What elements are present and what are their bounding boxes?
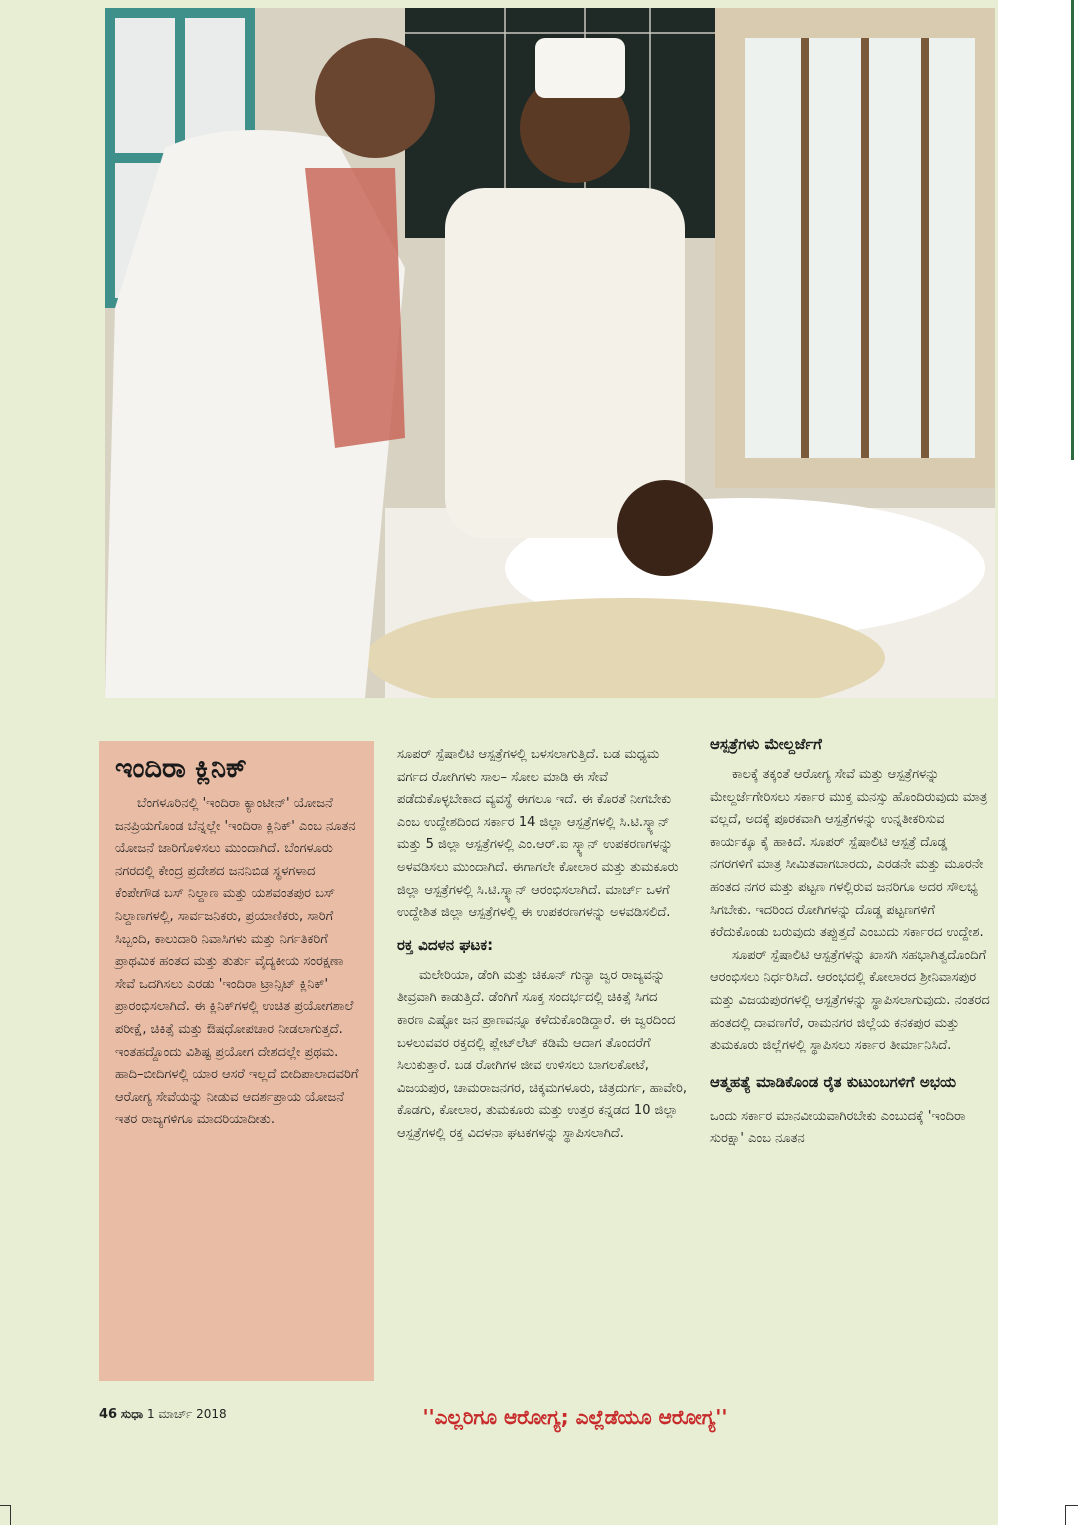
column-3-paragraph-3: ಒಂದು ಸರ್ಕಾರ ಮಾನವೀಯವಾಗಿರಬೇಕು ಎಂಬುದಕ್ಕೆ 'ಇಂದಿರಾ ಸುರಕ್ಷಾ' ಎಂಬ ನೂತನ [710, 1108, 966, 1147]
indira-clinic-sidebar [99, 741, 374, 1381]
crop-mark [1065, 1505, 1066, 1525]
page-folio [99, 1407, 227, 1422]
column-3-paragraph-1: ಕಾಲಕ್ಕೆ ತಕ್ಕಂತೆ ಆರೋಗ್ಯ ಸೇವೆ ಮತ್ತು ಆಸ್ಪತ್ರೆಗಳನ್ನು ಮೇಲ್ದರ್ಜೆಗೇರಿಸಲು ಸರ್ಕಾರ ಮುಕ್ತ ಮನಸ್ಸು ಹೊಂದಿರುವುದು ಮಾತ್ರ ವಲ್ಲದೆ, ಅದಕ್ಕೆ ಪೂರಕವಾಗಿ ಆಸ್ಪತ್ರೆಗಳನ್ನು ಉನ್ನತೀಕರಿಸುವ ಕಾರ್ಯಕ್ಕೂ ಕೈ ಹಾಕಿದೆ. ಸೂಪರ್ ಸ್ಪೆಷಾಲಿಟಿ ಆಸ್ಪತ್ರೆ ದೊಡ್ಡ ನಗರಗಳಿಗೆ ಮಾತ್ರ ಸೀಮಿತವಾಗಬಾರದು, ಎರಡನೇ ಮತ್ತು ಮೂರನೇ ಹಂತದ ನಗರ ಮತ್ತು ಪಟ್ಟಣ ಗಳಲ್ಲಿರುವ ಜನರಿಗೂ ಅದರ ಸೌಲಭ್ಯ ಸಿಗಬೇಕು. ಇದರಿಂದ ರೋಗಿಗಳನ್ನು ದೊಡ್ಡ ಪಟ್ಟಣಗಳಿಗೆ ಕರೆದುಕೊಂಡು ಬರುವುದು ತಪ್ಪುತ್ತದೆ ಎಂಬುದು ಸರ್ಕಾರದ ಉದ್ದೇಶ. [710, 767, 988, 941]
farmer-families-heading: ಆತ್ಮಹತ್ಯೆ ಮಾಡಿಕೊಂಡ ರೈತ ಕುಟುಂಬಗಳಿಗೆ ಅಭಯ [710, 1072, 957, 1091]
crop-mark [1065, 1505, 1078, 1506]
article-column-3 [710, 732, 990, 1151]
column-2-paragraph-1: ಸೂಪರ್ ಸ್ಪೆಷಾಲಿಟಿ ಆಸ್ಪತ್ರೆಗಳಲ್ಲಿ ಬಳಸಲಾಗುತ್ತಿದೆ. ಬಡ ಮಧ್ಯಮ ವರ್ಗದ ರೋಗಿಗಳು ಸಾಲ– ಸೋಲ ಮಾಡಿ ಈ ಸೇವೆ ಪಡೆದುಕೊಳ್ಳಬೇಕಾದ ವ್ಯವಸ್ಥೆ ಈಗಲೂ ಇದೆ. ಈ ಕೊರತೆ ನೀಗಬೇಕು ಎಂಬ ಉದ್ದೇಶದಿಂದ ಸರ್ಕಾರ 14 ಜಿಲ್ಲಾ ಆಸ್ಪತ್ರೆಗಳಲ್ಲಿ ಸಿ.ಟಿ.ಸ್ಕ್ಯಾನ್ ಮತ್ತು 5 ಜಿಲ್ಲಾ ಆಸ್ಪತ್ರೆಗಳಲ್ಲಿ ಎಂ.ಆರ್.ಐ ಸ್ಕ್ಯಾನ್ ಉಪಕರಣಗಳನ್ನು ಅಳವಡಿಸಲು ಮುಂದಾಗಿದೆ. ಈಗಾಗಲೇ ಕೋಲಾರ ಮತ್ತು ತುಮಕೂರು ಜಿಲ್ಲಾ ಆಸ್ಪತ್ರೆಗಳಲ್ಲಿ ಸಿ.ಟಿ.ಸ್ಕ್ಯಾನ್ ಆರಂಭಿಸಲಾಗಿದೆ. ಮಾರ್ಚ್ ಒಳಗೆ ಉದ್ದೇಶಿತ ಜಿಲ್ಲಾ ಆಸ್ಪತ್ರೆಗಳಲ್ಲಿ ಈ ಉಪಕರಣಗಳನ್ನು ಅಳವಡಿಸಲಿದೆ. [397, 747, 679, 921]
issue-date: 1 ಮಾರ್ಚ್ 2018 [146, 1407, 227, 1421]
sidebar-title: ಇಂದಿರಾ ಕ್ಲಿನಿಕ್ [115, 753, 247, 784]
blood-unit-heading: ರಕ್ತ ವಿದಳನ ಘಟಕ: [397, 935, 494, 954]
hospital-upgrade-heading: ಆಸ್ಪತ್ರೆಗಳು ಮೇಲ್ದರ್ಜೆಗೆ [710, 735, 822, 753]
health-slogan: ''ಎಲ್ಲರಿಗೂ ಆರೋಗ್ಯ; ಎಲ್ಲೆಡೆಯೂ ಆರೋಗ್ಯ'' [422, 1405, 728, 1429]
column-3-paragraph-2: ಸೂಪರ್ ಸ್ಪೆಷಾಲಿಟಿ ಆಸ್ಪತ್ರೆಗಳನ್ನು ಖಾಸಗಿ ಸಹಭಾಗಿತ್ವದೊಂದಿಗೆ ಆರಂಭಿಸಲು ನಿರ್ಧರಿಸಿದೆ. ಆರಂಭದಲ್ಲಿ ಕೋಲಾರದ ಶ್ರೀನಿವಾಸಪುರ ಮತ್ತು ವಿಜಯಪುರಗಳಲ್ಲಿ ಆಸ್ಪತ್ರೆಗಳನ್ನು ಸ್ಥಾಪಿಸಲಾಗುವುದು. ನಂತರದ ಹಂತದಲ್ಲಿ ದಾವಣಗೆರೆ, ರಾಮನಗರ ಜಿಲ್ಲೆಯ ಕನಕಪುರ ಮತ್ತು ತುಮಕೂರು ಜಿಲ್ಲೆಗಳಲ್ಲಿ ಸ್ಥಾಪಿಸಲು ಸರ್ಕಾರ ತೀರ್ಮಾನಿಸಿದೆ. [710, 947, 990, 1054]
crop-mark [0, 1505, 10, 1506]
article-photo [105, 8, 995, 698]
column-2-paragraph-2: ಮಲೇರಿಯಾ, ಡೆಂಗಿ ಮತ್ತು ಚಿಕೂನ್ ಗುನ್ಯಾ ಜ್ವರ ರಾಜ್ಯವನ್ನು ತೀವ್ರವಾಗಿ ಕಾಡುತ್ತಿದೆ. ಡೆಂಗಿಗೆ ಸೂಕ್ತ ಸಂದರ್ಭದಲ್ಲಿ ಚಿಕಿತ್ಸೆ ಸಿಗದ ಕಾರಣ ಎಷ್ಟೋ ಜನ ಪ್ರಾಣವನ್ನೂ ಕಳೆದುಕೊಂಡಿದ್ದಾರೆ. ಈ ಜ್ವರದಿಂದ ಬಳಲುವವರ ರಕ್ತದಲ್ಲಿ ಪ್ಲೇಟ್‌ಲೆಟ್ ಕಡಿಮೆ ಆದಾಗ ತೊಂದರೆಗೆ ಸಿಲುಕುತ್ತಾರೆ. ಬಡ ರೋಗಿಗಳ ಜೀವ ಉಳಿಸಲು ಬಾಗಲಕೋಟೆ, ವಿಜಯಪುರ, ಚಾಮರಾಜನಗರ, ಚಿಕ್ಕಮಗಳೂರು, ಚಿತ್ರದುರ್ಗ, ಹಾವೇರಿ, ಕೊಡಗು, ಕೋಲಾರ, ತುಮಕೂರು ಮತ್ತು ಉತ್ತರ ಕನ್ನಡದ 10 ಜಿಲ್ಲಾ ಆಸ್ಪತ್ರೆಗಳಲ್ಲಿ ರಕ್ತ ವಿದಳನಾ ಘಟಕಗಳನ್ನು ಸ್ಥಾಪಿಸಲಾಗಿದೆ. [397, 967, 687, 1141]
margin-rule [1071, 0, 1074, 460]
article-column-2 [397, 744, 687, 1146]
magazine-name: ಸುಧಾ [120, 1407, 144, 1421]
crop-mark [10, 1505, 11, 1525]
sidebar-body: ಬೆಂಗಳೂರಿನಲ್ಲಿ 'ಇಂದಿರಾ ಕ್ಯಾಂಟೀನ್' ಯೋಜನೆ ಜನಪ್ರಿಯಗೊಂಡ ಬೆನ್ನಲ್ಲೇ 'ಇಂದಿರಾ ಕ್ಲಿನಿಕ್' ಎಂಬ ನೂತನ ಯೋಜನೆ ಜಾರಿಗೊಳಿಸಲು ಮುಂದಾಗಿದೆ. ಬೆಂಗಳೂರು ನಗರದಲ್ಲಿ ಕೇಂದ್ರ ಪ್ರದೇಶದ ಜನನಿಬಿಡ ಸ್ಥಳಗಳಾದ ಕೆಂಪೇಗೌಡ ಬಸ್ ನಿಲ್ದಾಣ ಮತ್ತು ಯಶವಂತಪುರ ಬಸ್ ನಿಲ್ದಾಣಗಳಲ್ಲಿ, ಸಾರ್ವಜನಿಕರು, ಪ್ರಯಾಣಿಕರು, ಸಾರಿಗೆ ಸಿಬ್ಬಂದಿ, ಕಾಲುದಾರಿ ನಿವಾಸಿಗಳು ಮತ್ತು ನಿರ್ಗತಿಕರಿಗೆ ಪ್ರಾಥಮಿಕ ಹಂತದ ಮತ್ತು ತುರ್ತು ವೈದ್ಯಕೀಯ ಸಂರಕ್ಷಣಾ ಸೇವೆ ಒದಗಿಸಲು ಎರಡು 'ಇಂದಿರಾ ಟ್ರಾನ್ಸಿಟ್ ಕ್ಲಿನಿಕ್' ಪ್ರಾರಂಭಿಸಲಾಗಿದೆ. ಈ ಕ್ಲಿನಿಕ್‌ಗಳಲ್ಲಿ ಉಚಿತ ಪ್ರಯೋಗಶಾಲೆ ಪರೀಕ್ಷೆ, ಚಿಕಿತ್ಸೆ ಮತ್ತು ಔಷಧೋಪಚಾರ ನೀಡಲಾಗುತ್ತದೆ. ಇಂತಹದ್ದೊಂದು ವಿಶಿಷ್ಟ ಪ್ರಯೋಗ ದೇಶದಲ್ಲೇ ಪ್ರಥಮ. ಹಾದಿ–ಬೀದಿಗಳಲ್ಲಿ ಯಾರ ಆಸರೆ ಇಲ್ಲದೆ ಬೀದಿಪಾಲಾದವರಿಗೆ ಆರೋಗ್ಯ ಸೇವೆಯನ್ನು ನೀಡುವ ಆದರ್ಶಪ್ರಾಯ ಯೋಜನೆ ಇತರ ರಾಜ್ಯಗಳಿಗೂ ಮಾದರಿಯಾದೀತು. [115, 796, 359, 1128]
page-number: 46 [99, 1407, 118, 1422]
